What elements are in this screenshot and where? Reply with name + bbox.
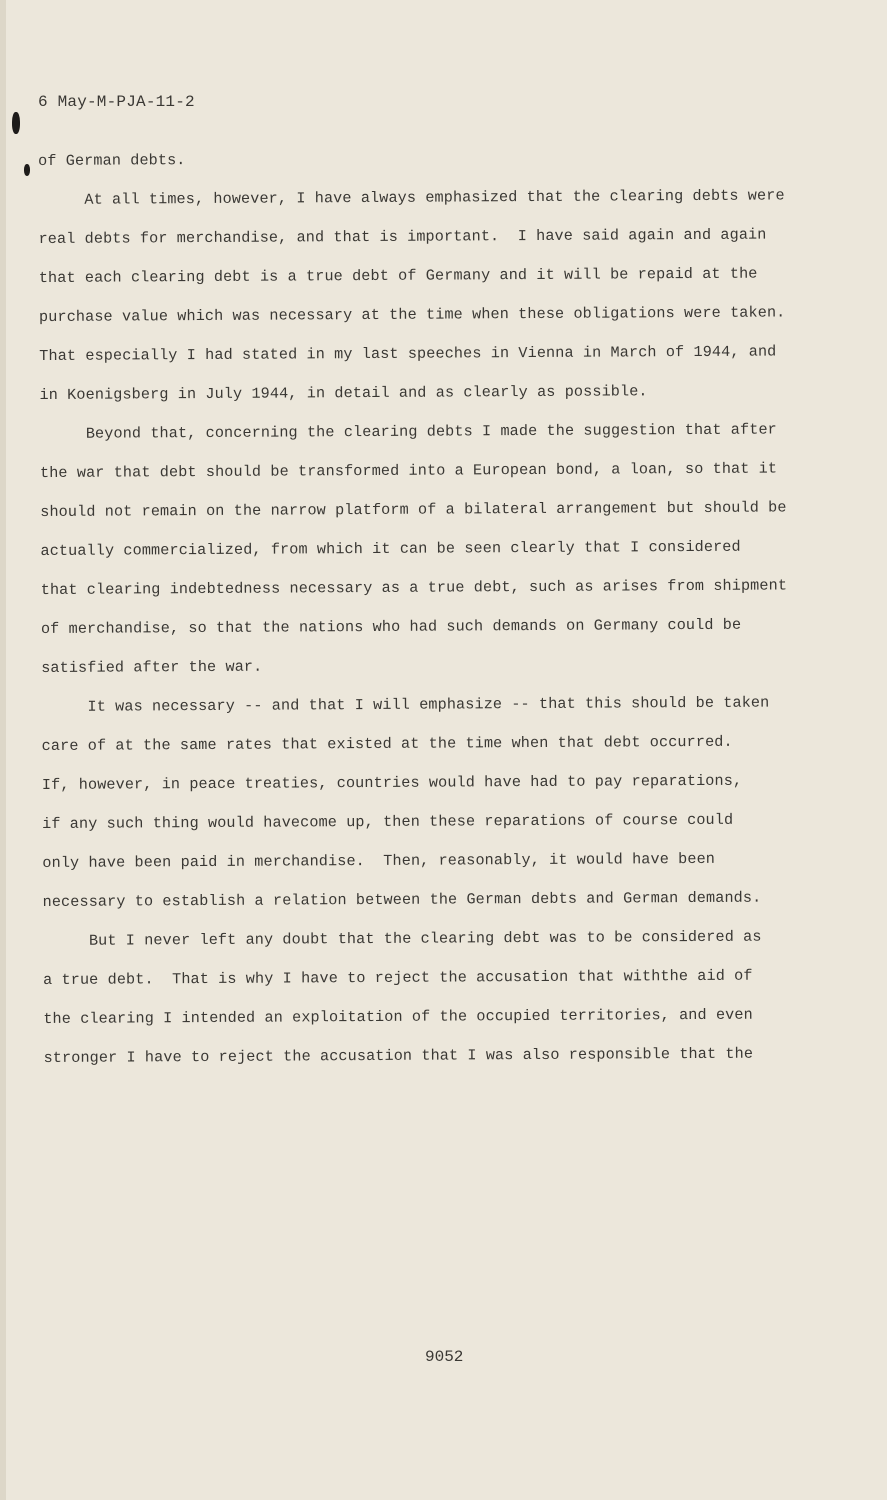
text-line: If, however, in peace treaties, countries would have had to pay reparations, <box>41 771 743 794</box>
text-line: only have been paid in merchandise. Then, reasonably, it would have been <box>42 849 716 872</box>
text-line: But I never left any doubt that the clearing debt was to be considered as <box>42 927 762 950</box>
text-line: that clearing indebtedness necessary as a true debt, such as arises from shipment <box>40 576 788 599</box>
text-line: of German debts. <box>38 151 186 170</box>
punch-mark <box>12 112 20 134</box>
text-line: satisfied after the war. <box>41 657 263 677</box>
text-line: if any such thing would havecome up, then these reparations of course could <box>42 810 734 833</box>
text-line: should not remain on the narrow platform of a bilateral arrangement but should be <box>40 498 787 521</box>
text-line: At all times, however, I have always emphasized that the clearing debts were <box>38 186 785 209</box>
text-line: the clearing I intended an exploitation of the occupied territories, and even <box>43 1005 753 1028</box>
text-line: that each clearing debt is a true debt of Germany and it will be repaid at the <box>38 264 758 287</box>
document-body <box>38 143 844 1084</box>
text-line: necessary to establish a relation between the German debts and German demands. <box>42 888 762 911</box>
text-line: real debts for merchandise, and that is important. I have said again and again <box>38 225 767 248</box>
text-line: actually commercialized, from which it can be seen clearly that I considered <box>40 537 741 560</box>
text-line: of merchandise, so that the nations who had such demands on Germany could be <box>40 615 742 638</box>
text-line: the war that debt should be transformed into a European bond, a loan, so that it <box>39 459 778 482</box>
document-header: 6 May-M-PJA-11-2 <box>38 93 195 111</box>
text-line: in Koenigsberg in July 1944, in detail and as clearly as possible. <box>39 382 648 404</box>
text-line: care of at the same rates that existed at the time when that debt occurred. <box>41 732 733 755</box>
text-line: a true debt. That is why I have to reject the accusation that withthe aid of <box>43 966 753 989</box>
text-line: That especially I had stated in my last speeches in Vienna in March of 1944, and <box>39 342 777 365</box>
page-left-edge <box>0 0 6 1500</box>
text-line: stronger I have to reject the accusation that I was also responsible that the <box>43 1044 754 1067</box>
page-number: 9052 <box>425 1348 464 1366</box>
text-line: It was necessary -- and that I will emphasize -- that this should be taken <box>41 693 770 716</box>
punch-mark <box>24 164 30 176</box>
text-line: purchase value which was necessary at the time when these obligations were taken. <box>38 303 786 326</box>
text-line: Beyond that, concerning the clearing debts I made the suggestion that after <box>39 420 777 443</box>
